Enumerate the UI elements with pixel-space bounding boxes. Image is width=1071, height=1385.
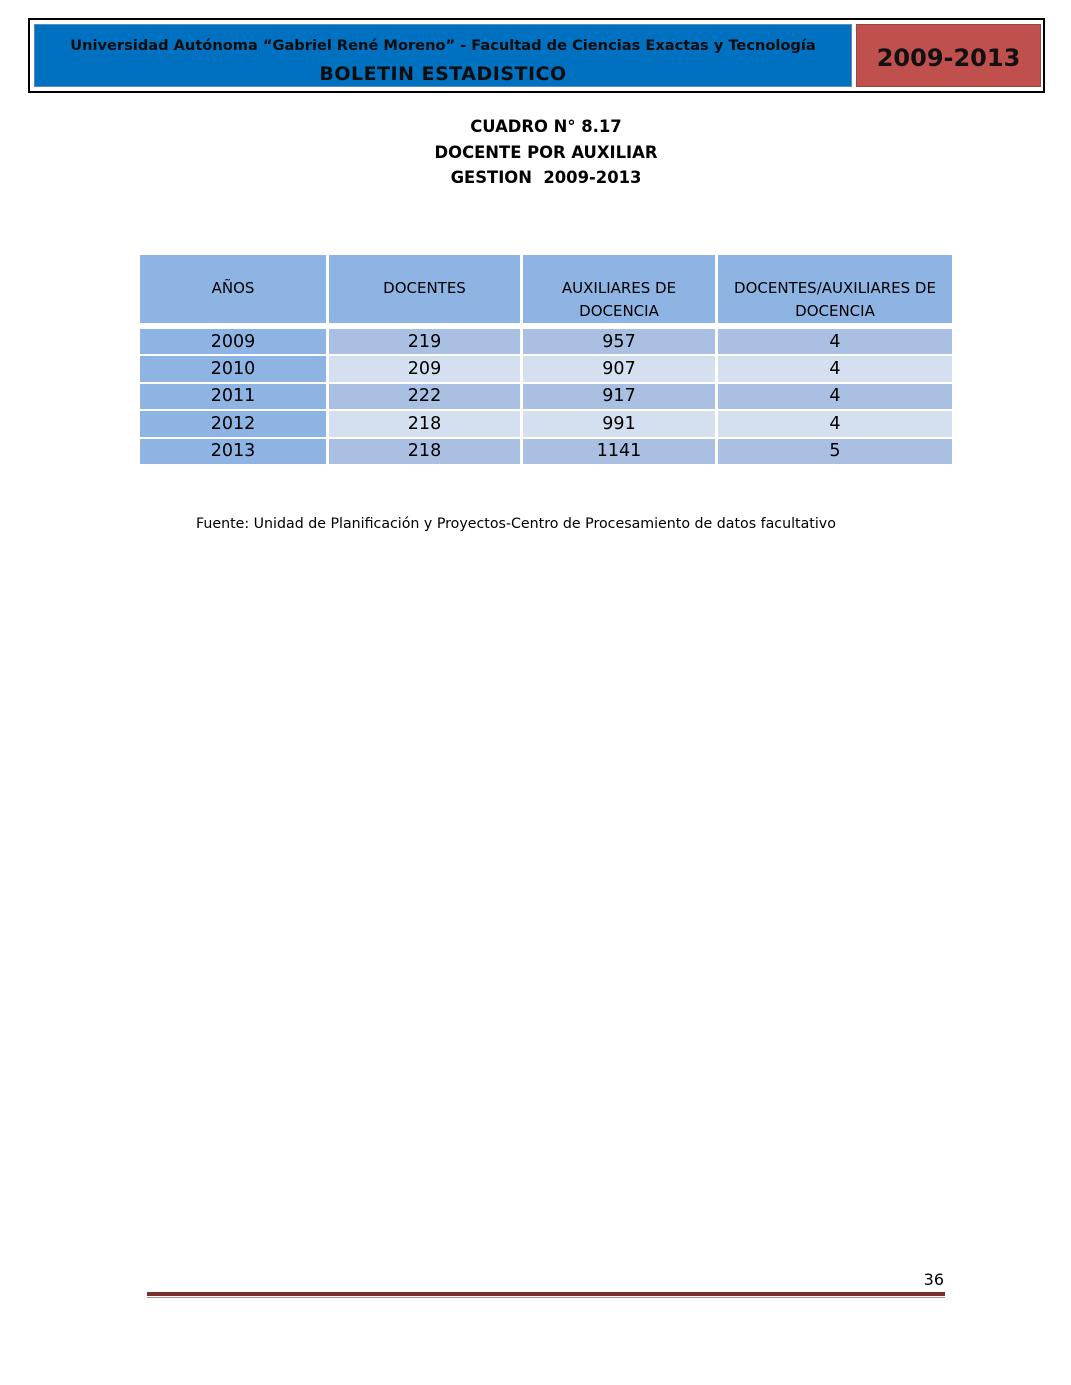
cell-auxiliares: 957 — [523, 329, 718, 356]
cell-auxiliares: 991 — [523, 411, 718, 438]
cell-docentes: 218 — [329, 439, 523, 466]
footer-rule — [147, 1292, 945, 1296]
cell-docentes: 209 — [329, 356, 523, 383]
cell-year: 2012 — [140, 411, 329, 438]
caption-period: GESTION 2009-2013 — [450, 168, 642, 188]
caption-number: CUADRO N° 8.17 — [470, 117, 622, 136]
cell-year: 2010 — [140, 356, 329, 383]
cell-auxiliares: 1141 — [523, 439, 718, 466]
university-name: Universidad Autónoma “Gabriel René Moreno” - Facultad de Ciencias Exactas y Tecnología — [70, 37, 816, 54]
table-row — [140, 411, 952, 438]
header-years-box — [856, 24, 1041, 87]
cell-ratio: 5 — [718, 439, 952, 466]
cell-year: 2009 — [140, 329, 329, 356]
cell-ratio: 4 — [718, 411, 952, 438]
page-number: 36 — [923, 1270, 944, 1289]
docente-auxiliar-table — [140, 255, 952, 466]
header-anios: AÑOS — [140, 255, 329, 329]
cell-ratio: 4 — [718, 329, 952, 356]
source-note: Fuente: Unidad de Planificación y Proyectos-Centro de Procesamiento de datos facultativo — [196, 516, 836, 532]
cell-year: 2011 — [140, 384, 329, 411]
cell-docentes: 219 — [329, 329, 523, 356]
cell-auxiliares: 917 — [523, 384, 718, 411]
header-title-box — [34, 24, 852, 87]
table-row — [140, 384, 952, 411]
cell-auxiliares: 907 — [523, 356, 718, 383]
page-header — [28, 18, 1045, 93]
header-years: 2009-2013 — [876, 44, 1021, 72]
header-auxiliares: AUXILIARES DE DOCENCIA — [523, 255, 718, 329]
table-header-row — [140, 255, 952, 329]
table-row — [140, 329, 952, 356]
caption-subject: DOCENTE POR AUXILIAR — [434, 142, 658, 162]
header-docentes: DOCENTES — [329, 255, 523, 329]
table-row — [140, 356, 952, 383]
cell-docentes: 218 — [329, 411, 523, 438]
bulletin-title: BOLETIN ESTADISTICO — [319, 63, 567, 85]
table-row — [140, 439, 952, 466]
cell-docentes: 222 — [329, 384, 523, 411]
cell-ratio: 4 — [718, 384, 952, 411]
footer-rule-thin — [147, 1297, 945, 1298]
cell-ratio: 4 — [718, 356, 952, 383]
header-ratio: DOCENTES/AUXILIARES DE DOCENCIA — [718, 255, 952, 329]
cell-year: 2013 — [140, 439, 329, 466]
table-caption — [0, 114, 1071, 191]
